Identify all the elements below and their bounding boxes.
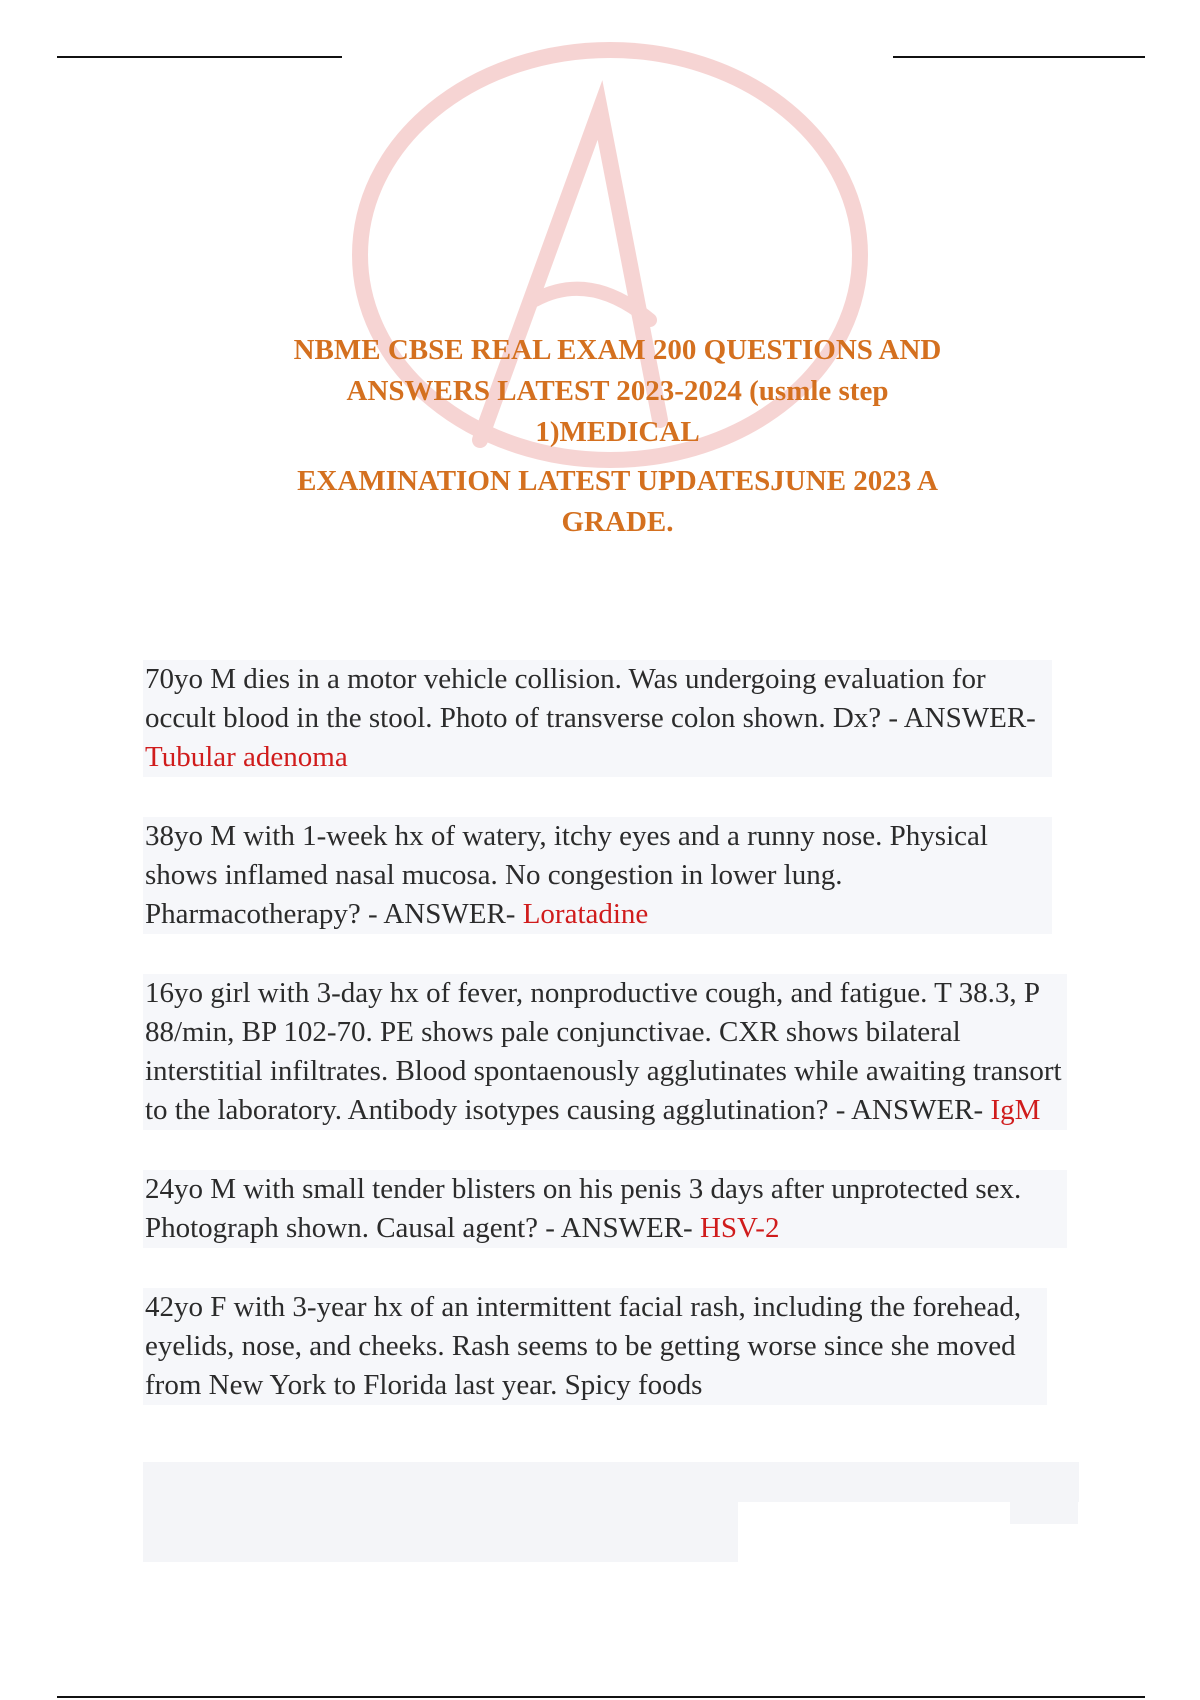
title-line-3: 1)MEDICAL xyxy=(535,416,700,448)
text-shading xyxy=(1010,1488,1078,1524)
question-item xyxy=(143,974,1067,1130)
text-shading xyxy=(143,1462,1079,1502)
question-text: 42yo F with 3-year hx of an intermittent facial rash, including the forehead, eyelids, nose, and cheeks. Rash seems to be getting worse since she moved from New York to Florida last year. Spicy foods xyxy=(145,1291,1022,1401)
question-item xyxy=(143,817,1052,934)
document-title xyxy=(200,330,1035,543)
question-text: 16yo girl with 3-day hx of fever, nonproductive cough, and fatigue. T 38.3, P 88/min, BP 102-70. PE shows pale conjunctivae. CXR shows bilateral interstitial infiltrates. Blood spontaenously agglutinates while awaiting transort to the laboratory. Antibody isotypes causing agglutination? - ANSWER- xyxy=(145,977,1062,1126)
bottom-rule xyxy=(57,1696,1145,1698)
top-right-rule xyxy=(893,56,1145,58)
answer-text: Loratadine xyxy=(522,898,649,930)
question-list xyxy=(143,660,1083,1445)
answer-text: IgM xyxy=(990,1094,1041,1126)
question-text: 38yo M with 1-week hx of watery, itchy eyes and a runny nose. Physical shows inflamed nasal mucosa. No congestion in lower lung. Pharmacotherapy? - ANSWER- xyxy=(145,820,988,930)
question-item xyxy=(143,660,1052,777)
answer-text: Tubular adenoma xyxy=(145,741,348,773)
title-line-1: NBME CBSE REAL EXAM 200 QUESTIONS AND xyxy=(293,334,942,366)
question-item xyxy=(143,1170,1067,1248)
text-shading xyxy=(143,1500,738,1562)
question-text: 24yo M with small tender blisters on his penis 3 days after unprotected sex. Photograph shown. Causal agent? - ANSWER- xyxy=(145,1173,1022,1244)
question-item xyxy=(143,1288,1047,1405)
title-line-5: GRADE. xyxy=(561,506,674,538)
answer-text: HSV-2 xyxy=(699,1212,780,1244)
top-left-rule xyxy=(57,56,342,58)
question-text: 70yo M dies in a motor vehicle collision. Was undergoing evaluation for occult blood in the stool. Photo of transverse colon shown. Dx? - ANSWER- xyxy=(145,663,1036,734)
title-line-2: ANSWERS LATEST 2023-2024 (usmle step xyxy=(346,375,889,407)
title-line-4: EXAMINATION LATEST UPDATESJUNE 2023 A xyxy=(297,465,938,497)
